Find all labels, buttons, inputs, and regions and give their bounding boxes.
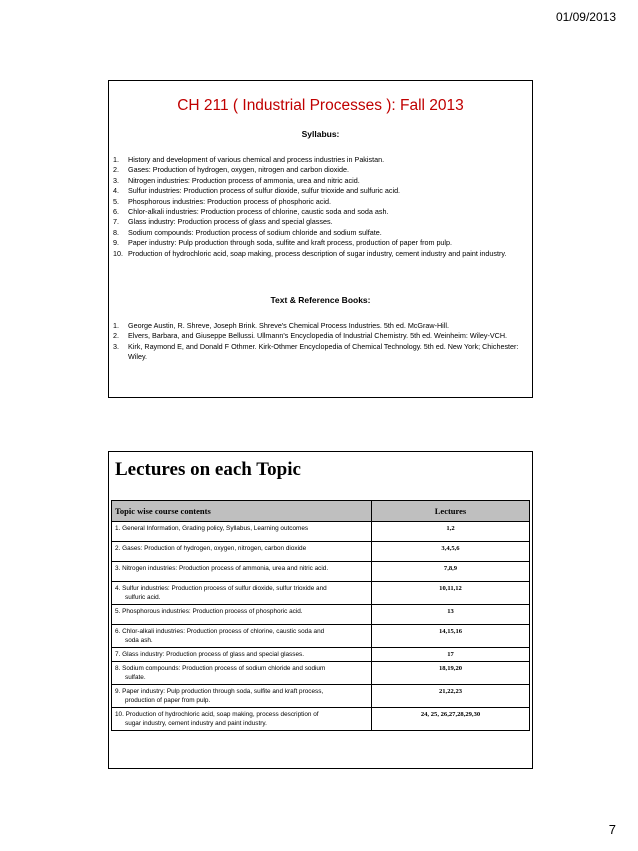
topic-cell xyxy=(112,605,372,625)
list-item-number: 10. xyxy=(113,248,123,258)
slide-syllabus xyxy=(108,80,533,398)
books-list xyxy=(113,321,528,363)
topic-text: 4. Sulfur industries: Production process of sulfur dioxide, sulfur trioxide and xyxy=(115,585,327,592)
topic-text: 3. Nitrogen industries: Production process of ammonia, urea and nitric acid. xyxy=(115,565,329,572)
topic-cell xyxy=(112,542,372,562)
list-item xyxy=(113,321,528,331)
lecture-numbers-cell: 14,15,16 xyxy=(372,625,530,648)
topic-cell xyxy=(112,708,372,731)
topic-cell xyxy=(112,582,372,605)
list-item-number: 8. xyxy=(113,227,119,237)
books-heading: Text & Reference Books: xyxy=(270,295,371,305)
list-item xyxy=(113,342,528,363)
syllabus-heading: Syllabus: xyxy=(301,129,340,139)
table-row xyxy=(112,582,530,605)
list-item xyxy=(113,165,528,175)
list-item xyxy=(113,238,528,248)
list-item xyxy=(113,155,528,165)
topic-text: 6. Chlor-alkali industries: Production process of chlorine, caustic soda and xyxy=(115,628,325,635)
lecture-numbers-cell: 18,19,20 xyxy=(372,662,530,685)
topic-cell xyxy=(112,648,372,662)
lecture-numbers-cell: 7,8,9 xyxy=(372,562,530,582)
col-lectures-header: Lectures xyxy=(372,501,530,522)
list-item-text: History and development of various chemical and process industries in Pakistan. xyxy=(128,155,385,164)
list-item-number: 2. xyxy=(113,331,119,341)
list-item xyxy=(113,197,528,207)
list-item-text: Production of hydrochloric acid, soap making, process description of sugar industry, cement industry and paint industry. xyxy=(128,248,507,258)
course-title: CH 211 ( Industrial Processes ): Fall 2013 xyxy=(177,97,464,114)
topic-text: 5. Phosphorous industries: Production process of phosphoric acid. xyxy=(115,608,303,615)
list-item-number: 5. xyxy=(113,196,119,206)
list-item xyxy=(113,331,528,341)
lectures-table xyxy=(111,500,530,731)
topic-text: 1. General Information, Grading policy, Syllabus, Learning outcomes xyxy=(115,525,309,532)
topic-text: 8. Sodium compounds: Production process of sodium chloride and sodium xyxy=(115,665,326,672)
topic-cell xyxy=(112,662,372,685)
list-item xyxy=(113,207,528,217)
topic-cell xyxy=(112,522,372,542)
lecture-numbers-cell: 3,4,5,6 xyxy=(372,542,530,562)
list-item xyxy=(113,217,528,227)
list-item-number: 6. xyxy=(113,207,119,217)
table-row xyxy=(112,522,530,542)
list-item-number: 3. xyxy=(113,341,119,351)
topic-text-continued: production of paper from pulp. xyxy=(125,697,211,704)
list-item-text: Phosphorous industries: Production process of phosphoric acid. xyxy=(128,196,331,206)
list-item xyxy=(113,228,528,238)
list-item-number: 7. xyxy=(113,217,119,227)
list-item-text: Chlor-alkali industries: Production process of chlorine, caustic soda and soda ash. xyxy=(128,207,389,217)
list-item xyxy=(113,176,528,186)
topic-text-continued: sugar industry, cement industry and paint industry. xyxy=(125,720,267,727)
lectures-title: Lectures on each Topic xyxy=(115,459,301,480)
list-item-text: Sodium compounds: Production process of sodium chloride and sodium sulfate. xyxy=(128,227,382,237)
topic-text-continued: sulfate. xyxy=(125,674,146,681)
lecture-numbers-cell: 10,11,12 xyxy=(372,582,530,605)
table-row xyxy=(112,605,530,625)
lecture-numbers-cell: 1,2 xyxy=(372,522,530,542)
table-header-row xyxy=(112,501,530,522)
topic-cell xyxy=(112,562,372,582)
topic-text: 10. Production of hydrochloric acid, soap making, process description of xyxy=(115,711,319,718)
page-number: 7 xyxy=(608,822,616,837)
col-topic-header: Topic wise course contents xyxy=(112,501,372,522)
list-item-number: 1. xyxy=(113,155,119,164)
slide-lectures xyxy=(108,451,533,769)
table-row xyxy=(112,542,530,562)
table-row xyxy=(112,562,530,582)
lecture-numbers-cell: 13 xyxy=(372,605,530,625)
syllabus-list xyxy=(113,155,528,259)
list-item xyxy=(113,186,528,196)
table-row xyxy=(112,625,530,648)
topic-text: 2. Gases: Production of hydrogen, oxygen, nitrogen, carbon dioxide xyxy=(115,545,307,552)
header-date: 01/09/2013 xyxy=(555,10,616,24)
list-item-text: Elvers, Barbara, and Giuseppe Bellussi. Ullmann's Encyclopedia of Industrial Chemistry. 5th ed. Weinheim: Wiley-VCH. xyxy=(128,331,508,341)
list-item-number: 4. xyxy=(113,186,119,196)
topic-text-continued: soda ash. xyxy=(125,637,153,644)
table-row xyxy=(112,662,530,685)
list-item-text: Gases: Production of hydrogen, oxygen, nitrogen and carbon dioxide. xyxy=(128,165,349,175)
lecture-numbers-cell: 21,22,23 xyxy=(372,685,530,708)
table-row xyxy=(112,685,530,708)
list-item-text: Kirk, Raymond E, and Donald F Othmer. Kirk-Othmer Encyclopedia of Chemical Technology. 5th ed. New York; Chichester: Wiley. xyxy=(128,341,519,362)
lecture-numbers-cell: 24, 25, 26,27,28,29,30 xyxy=(372,708,530,731)
topic-text: 9. Paper industry: Pulp production through soda, sulfite and kraft process, xyxy=(115,688,324,695)
list-item-number: 3. xyxy=(113,175,119,185)
list-item-number: 9. xyxy=(113,238,119,248)
lecture-numbers-cell: 17 xyxy=(372,648,530,662)
list-item-text: Glass industry: Production process of glass and special glasses. xyxy=(128,217,333,227)
list-item-text: Nitrogen industries: Production process of ammonia, urea and nitric acid. xyxy=(128,175,360,185)
topic-text-continued: sulfuric acid. xyxy=(125,594,161,601)
table-row xyxy=(112,648,530,662)
list-item-text: Sulfur industries: Production process of sulfur dioxide, sulfur trioxide and sulfuric acid. xyxy=(128,186,401,196)
list-item-text: George Austin, R. Shreve, Joseph Brink. Shreve's Chemical Process Industries. 5th ed. McGraw-Hill. xyxy=(128,321,449,330)
list-item-text: Paper industry: Pulp production through soda, sulfite and kraft process, production of paper from pulp. xyxy=(128,238,453,248)
list-item-number: 1. xyxy=(113,321,119,330)
list-item xyxy=(113,249,528,259)
list-item-number: 2. xyxy=(113,165,119,175)
topic-text: 7. Glass industry: Production process of glass and special glasses. xyxy=(115,651,304,658)
table-row xyxy=(112,708,530,731)
topic-cell xyxy=(112,625,372,648)
topic-cell xyxy=(112,685,372,708)
